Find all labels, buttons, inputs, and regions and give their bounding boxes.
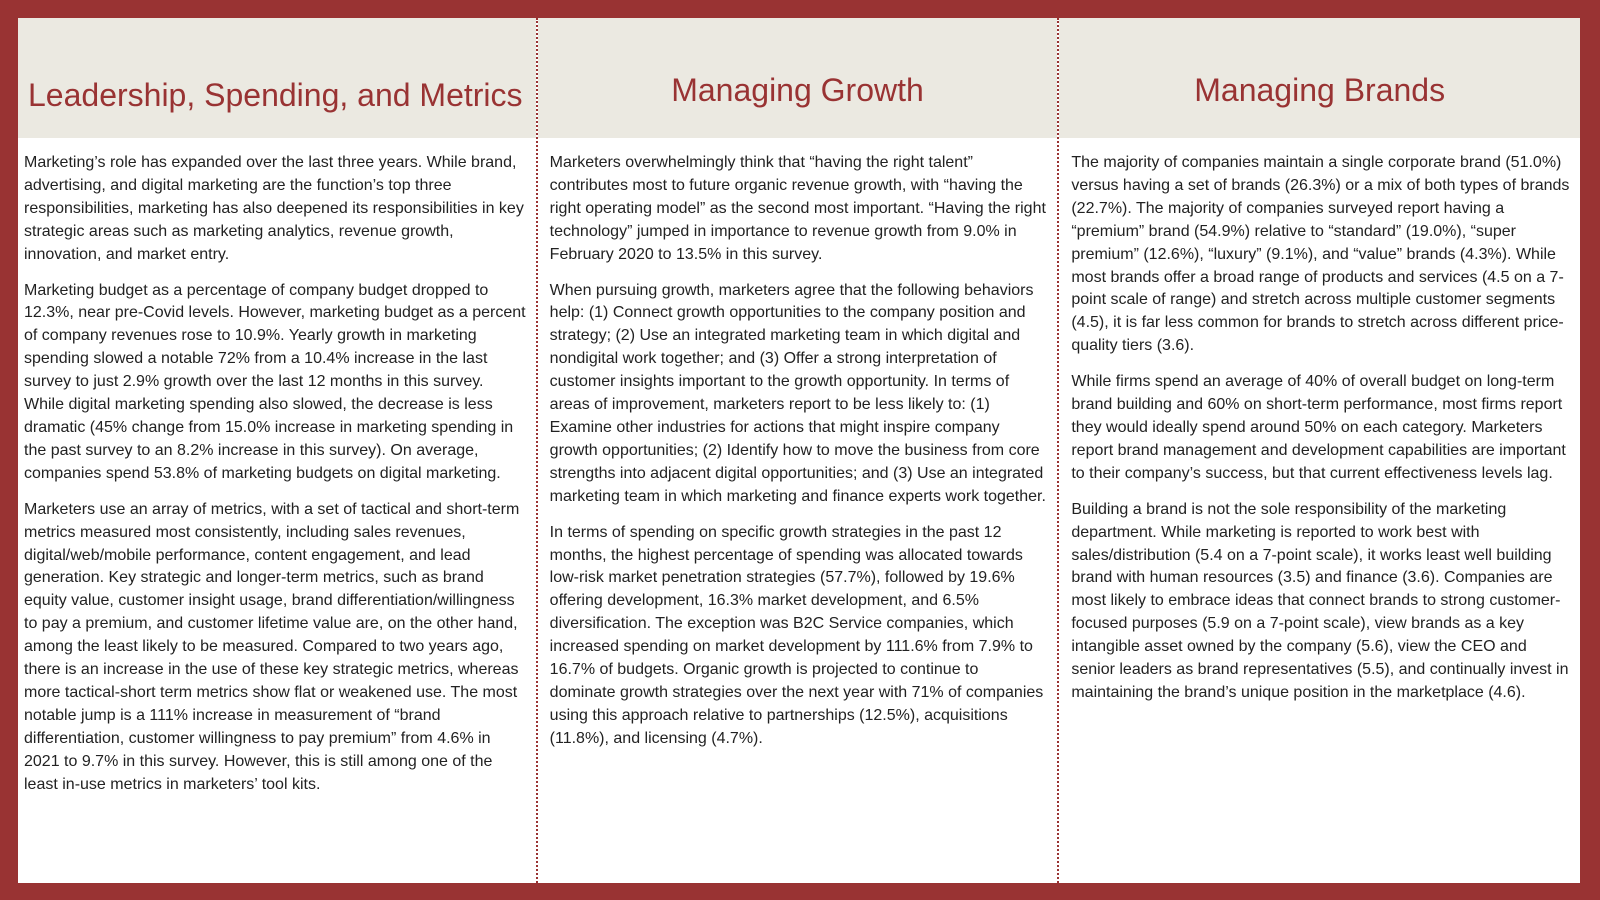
column-title: Managing Growth	[671, 71, 924, 108]
column-body	[18, 138, 536, 796]
column-header	[1059, 18, 1580, 138]
column-body	[1059, 138, 1580, 705]
column-leadership-spending-metrics	[18, 18, 536, 883]
paragraph: In terms of spending on specific growth strategies in the past 12 months, the highest percentage of spending was allocated towards low-risk market penetration strategies (57.7%), followed by 19.6% offering development, 16.3% market development, and 6.5% diversification. The exception was B2C Service companies, which increased spending on market development by 111.6% from 7.9% to 16.7% of budgets. Organic growth is projected to continue to dominate growth strategies over the next year with 71% of companies using this approach relative to partnerships (12.5%), acquisitions (11.8%), and licensing (4.7%).	[549, 523, 1044, 747]
columns-container	[18, 18, 1580, 883]
column-header	[538, 18, 1058, 138]
page-frame	[18, 18, 1580, 883]
paragraph: Marketers overwhelmingly think that “having the right talent” contributes most to future organic revenue growth, with “having the right operating model” as the second most important. “Having the right technology” jumped in importance to revenue growth from 9.0% in February 2020 to 13.5% in this survey.	[549, 154, 1046, 263]
paragraph: The majority of companies maintain a single corporate brand (51.0%) versus having a set of brands (26.3%) or a mix of both types of brands (22.7%). The majority of companies surveyed report having a “premium” brand (54.9%) relative to “standard” (19.0%), “super premium” (12.6%), “luxury” (9.1%), and “value” brands (4.3%). While most brands offer a broad range of products and services (4.5 on a 7-point scale of range) and stretch across multiple customer segments (4.5), it is far less common for brands to stretch across different price-quality tiers (3.6).	[1071, 154, 1570, 355]
column-title: Managing Brands	[1194, 71, 1446, 108]
paragraph: Building a brand is not the sole responsibility of the marketing department. While marketing is reported to work best with sales/distribution (5.4 on a 7-point scale), it works least well building brand with human resources (3.5) and finance (3.6). Companies are most likely to embrace ideas that connect brands to strong customer-focused purposes (5.9 on a 7-point scale), view brands as a key intangible asset owned by the company (5.6), view the CEO and senior leaders as brand representatives (5.5), and continually invest in maintaining the brand’s unique position in the marketplace (4.6).	[1071, 500, 1569, 701]
paragraph: Marketers use an array of metrics, with a set of tactical and short-term metrics measured most consistently, including sales revenues, digital/web/mobile performance, content engagement, and lead generation. Key strategic and longer-term metrics, such as brand equity value, customer insight usage, brand differentiation/willingness to pay a premium, and customer lifetime value are, on the other hand, among the least likely to be measured. Compared to two years ago, there is an increase in the use of these key strategic metrics, whereas more tactical-short term metrics show flat or weakened use. The most notable jump is a 111% increase in measurement of “brand differentiation, customer willingness to pay premium” from 4.6% in 2021 to 9.7% in this survey. However, this is still among one of the least in-use metrics in marketers’ tool kits.	[24, 500, 520, 793]
column-managing-brands	[1059, 18, 1580, 883]
paragraph: Marketing budget as a percentage of company budget dropped to 12.3%, near pre-Covid levels. However, marketing budget as a percent of company revenues rose to 10.9%. Yearly growth in marketing spending slowed a notable 72% from a 10.4% increase in the last survey to just 2.9% growth over the last 12 months in this survey. While digital marketing spending also slowed, the decrease is less dramatic (45% change from 15.0% increase in marketing spending in the past survey to an 8.2% increase in this survey). On average, companies spend 53.8% of marketing budgets on digital marketing.	[24, 281, 526, 482]
column-body	[538, 138, 1058, 751]
paragraph: Marketing’s role has expanded over the last three years. While brand, advertising, and digital marketing are the function’s top three responsibilities, marketing has also deepened its responsibilities in key strategic areas such as marketing analytics, revenue growth, innovation, and market entry.	[24, 154, 524, 263]
paragraph: When pursuing growth, marketers agree that the following behaviors help: (1) Connect growth opportunities to the company position and strategy; (2) Use an integrated marketing team in which digital and nondigital work together; and (3) Offer a strong interpretation of customer insights important to the growth opportunity. In terms of areas of improvement, marketers report to be less likely to: (1) Examine other industries for actions that might inspire company growth opportunities; (2) Identify how to move the business from core strengths into adjacent digital opportunities; and (3) Use an integrated marketing team in which marketing and finance experts work together.	[549, 281, 1046, 505]
paragraph: While firms spend an average of 40% of overall budget on long-term brand building and 60% on short-term performance, most firms report they would ideally spend around 50% on each category. Marketers report brand management and development capabilities are important to their company’s success, but that current effectiveness levels lag.	[1071, 373, 1566, 482]
column-managing-growth	[538, 18, 1058, 883]
column-header	[18, 18, 536, 138]
column-title: Leadership, Spending, and Metrics	[28, 76, 523, 113]
